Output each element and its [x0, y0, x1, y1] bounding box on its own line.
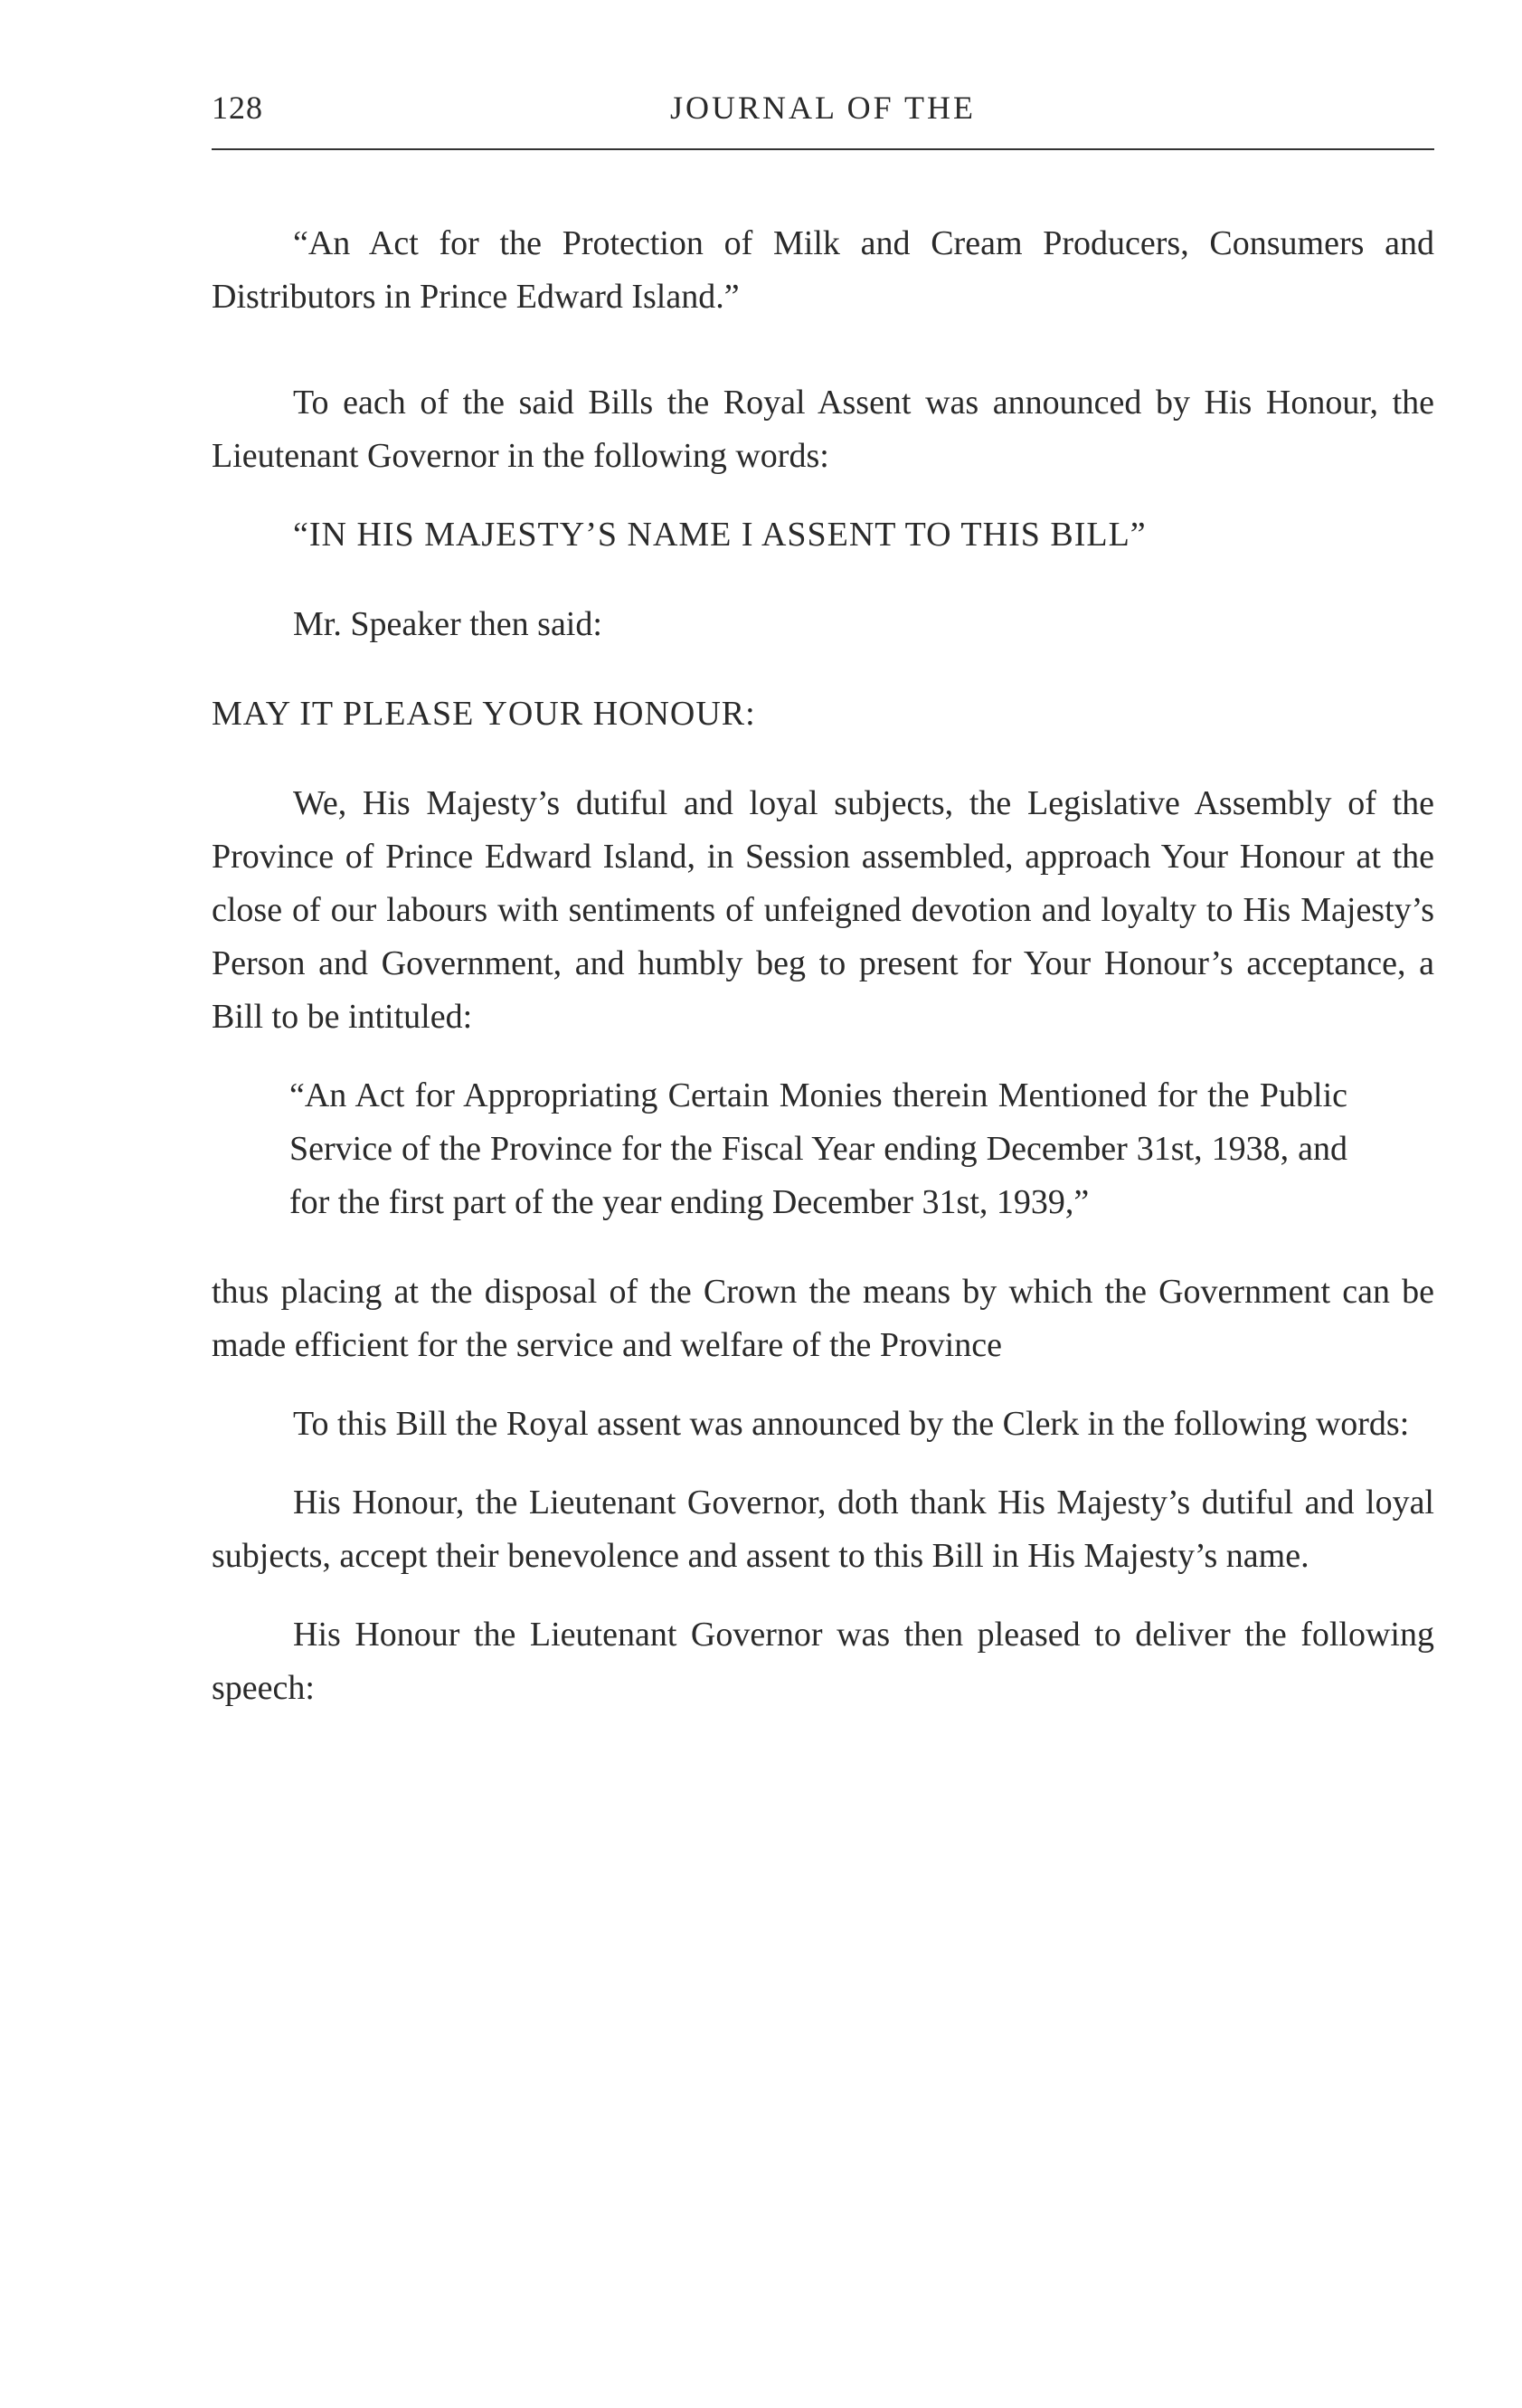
appropriation-bill-title: “An Act for Appropriating Certain Monies therein Mentioned for the Public Service of the Province for the Fiscal Year ending December 31st, 1938, and for the first part of the year ending December 31st, 1939,” [289, 1076, 1347, 1221]
speaker-paragraph: Mr. Speaker then said: [293, 605, 602, 643]
body-text [212, 217, 1434, 1715]
governor-thanks-paragraph: His Honour, the Lieutenant Governor, doth thank His Majesty’s dutiful and loyal subjects, accept their benevolence and assent to this Bill in His Majesty’s name. [212, 1484, 1434, 1575]
royal-assent-paragraph: To each of the said Bills the Royal Assent was announced by His Honour, the Lieutenant Governor in the following words: [212, 384, 1434, 475]
running-title: JOURNAL OF THE [669, 90, 976, 126]
address-heading: MAY IT PLEASE YOUR HONOUR: [212, 695, 756, 733]
disposal-paragraph: thus placing at the disposal of the Crown the means by which the Government can be made efficient for the service and welfare of the Province [212, 1273, 1434, 1364]
clerk-assent-paragraph: To this Bill the Royal assent was announced by the Clerk in the following words: [293, 1405, 1410, 1443]
assent-formula: “IN HIS MAJESTY’S NAME I ASSENT TO THIS BILL” [293, 516, 1147, 554]
address-paragraph: We, His Majesty’s dutiful and loyal subjects, the Legislative Assembly of the Province of Prince Edward Island, in Session assembled, approach Your Honour at the close of our labours with sentiments of unfeigned devotion and loyalty to His Majesty’s Person and Government, and humbly beg to present for Your Honour’s acceptance, a Bill to be intituled: [212, 784, 1434, 1036]
header-rule [212, 148, 1434, 150]
speech-intro-paragraph: His Honour the Lieutenant Governor was then pleased to deliver the following speech: [212, 1616, 1434, 1707]
bill-title-paragraph: “An Act for the Protection of Milk and Cream Producers, Consumers and Distributors in Prince Edward Island.” [212, 224, 1434, 316]
page-number: 128 [212, 90, 263, 126]
page-header [212, 89, 1434, 143]
